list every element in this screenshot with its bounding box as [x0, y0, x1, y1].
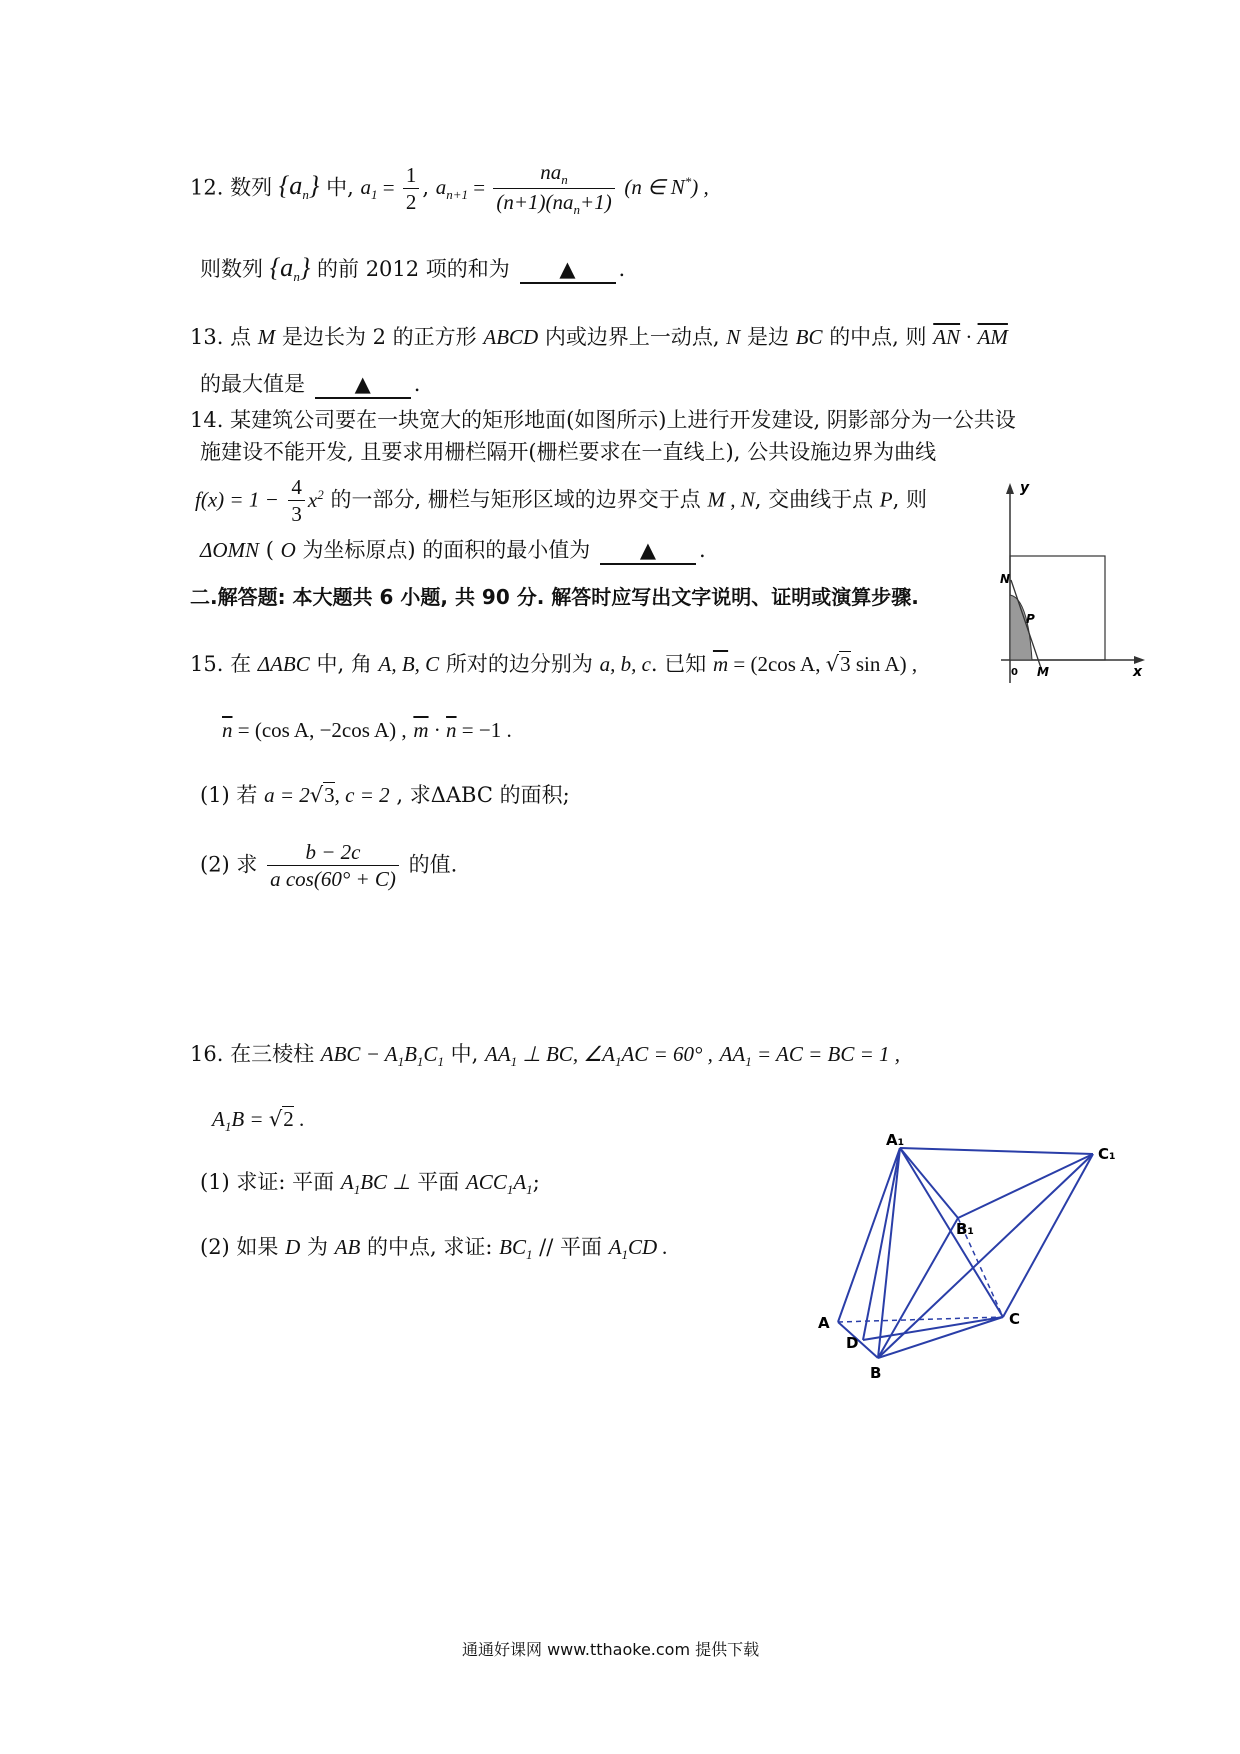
vertex-c1-label: C₁: [1098, 1145, 1116, 1163]
point-p-label: P: [1026, 612, 1035, 626]
edge-c1-c: [1003, 1154, 1093, 1317]
origin-label: 0: [1011, 667, 1018, 678]
vertex-b1-label: B₁: [956, 1220, 975, 1238]
y-label: y: [1020, 480, 1030, 496]
problem-16-line-2: $A_1B = √2$ .: [212, 1107, 305, 1135]
vertex-a-label: A: [818, 1314, 830, 1332]
problem-number: 13.: [190, 325, 224, 349]
y-axis-arrow: [1006, 483, 1014, 494]
shaded-region: [1010, 595, 1032, 660]
problem-number: 16.: [190, 1042, 224, 1066]
problem-14-line-2: 施建设不能开发, 且要求用栅栏隔开(栅栏要求在一直线上), 公共设施边界为曲线: [200, 440, 937, 464]
page-footer: 通通好课网 www.tthaoke.com 提供下载: [462, 1640, 760, 1659]
vector-an: $\overline{AN}$: [933, 325, 961, 349]
problem-16-line-1: 16. 在三棱柱 ABC − $A_1B_1C_1$ 中, $AA_1$ ⊥ BC, $\angle A_1AC = 60^\circ$ , $AA_1$ = AC = BC = 1 ,: [190, 1042, 901, 1070]
vector-n: $\overline{n}$: [222, 718, 233, 742]
problem-15-question-2: (2) 求 $\frac{b - 2c}{\text{a cos(60° + C)}}$ 的值.: [200, 840, 458, 892]
problem-16-figure: [808, 1112, 1138, 1382]
problem-14-line-3: f(x) = 1 − $\frac{4}{3}$ $x^2$ 的一部分, 栅栏与矩形区域的边界交于点 M , N, 交曲线于点 P, 则: [195, 475, 927, 527]
problem-15-question-1: (1) 若 a = 2√3, c = 2 , 求ΔABC 的面积;: [200, 783, 570, 807]
problem-12-line-1: 12. 数列 $\{a_n\}$ 中, $a_1$ = $\frac{1}{2}$ , $a_{n+1}$ = $\frac{na_n}{(n+1)(na_n+1)}$ (n ∈ N*) ,: [190, 160, 709, 217]
vector-am: $\overline{AM}$: [977, 325, 1008, 349]
edge-a1-c1: [900, 1148, 1093, 1154]
fraction-four-thirds: $\frac{4}{3}$: [288, 475, 305, 527]
fraction-one-half: $\frac{1}{2}$: [403, 163, 420, 215]
problem-12-line-2: 则数列 $\{a_n\}$ 的前 2012 项的和为 ▲ .: [200, 253, 626, 285]
vertex-c-label: C: [1009, 1310, 1021, 1328]
problem-14-line-4: ΔOMN ( O 为坐标原点) 的面积的最小值为 ▲ .: [200, 538, 706, 565]
problem-15-line-1: 15. 在 ΔABC 中, 角 A, B, C 所对的边分别为 a, b, c. 已知 $\overline{m} = (2\cos$ A, √3 sin A) ,: [190, 652, 918, 676]
problem-14-figure: [993, 478, 1163, 688]
problem-14-line-1: 14. 某建筑公司要在一块宽大的矩形地面(如图所示)上进行开发建设, 阴影部分为一公共设: [190, 408, 1016, 432]
vertex-a1-label: A₁: [886, 1131, 905, 1149]
ratio-fraction: $\frac{b - 2c}{\text{a cos(60° + C)}}$: [267, 840, 399, 892]
edge-b1-c1: [958, 1154, 1093, 1218]
answer-blank: ▲: [520, 257, 616, 284]
problem-16-question-1: (1) 求证: 平面 $A_1BC$ ⊥ 平面 $ACC_1A_1$;: [200, 1170, 540, 1198]
x-label: x: [1133, 664, 1143, 680]
point-n-label: N: [1000, 572, 1011, 586]
problem-13-line-2: 的最大值是 ▲ .: [200, 372, 420, 399]
problem-15-line-2: $\overline{n} = (\cos$ A, −2cos A) , $\overline{m} \cdot \overline{n} = -1$ .: [222, 718, 512, 742]
section-2-title: 二.解答题: 本大题共 6 小题, 共 90 分. 解答时应写出文字说明、证明或演算步骤.: [190, 585, 919, 609]
point-m-label: M: [1037, 665, 1049, 679]
x-axis-arrow: [1134, 656, 1145, 664]
vertex-d-label: D: [846, 1334, 859, 1352]
edge-c1-b: [878, 1154, 1093, 1358]
answer-blank: ▲: [600, 538, 696, 565]
edge-a1-d: [863, 1148, 900, 1340]
edge-b-c: [878, 1317, 1003, 1358]
recurrence-fraction: $\frac{na_n}{(n+1)(na_n+1)}$: [493, 160, 614, 218]
edge-a1-b1: [900, 1148, 958, 1218]
problem-16-question-2: (2) 如果 D 为 AB 的中点, 求证: $BC_1$ // 平面 $A_1CD$ .: [200, 1235, 668, 1263]
answer-blank: ▲: [315, 372, 411, 399]
vertex-b-label: B: [870, 1364, 882, 1382]
problem-13-line-1: 13. 点 M 是边长为 2 的正方形 ABCD 内或边界上一动点, N 是边 BC 的中点, 则 $\overline{AN} \cdot \overline{AM}$: [190, 325, 1008, 349]
problem-number: 15.: [190, 652, 224, 676]
vector-m: $\overline{m}$: [712, 652, 729, 676]
problem-number: 12.: [190, 175, 224, 200]
